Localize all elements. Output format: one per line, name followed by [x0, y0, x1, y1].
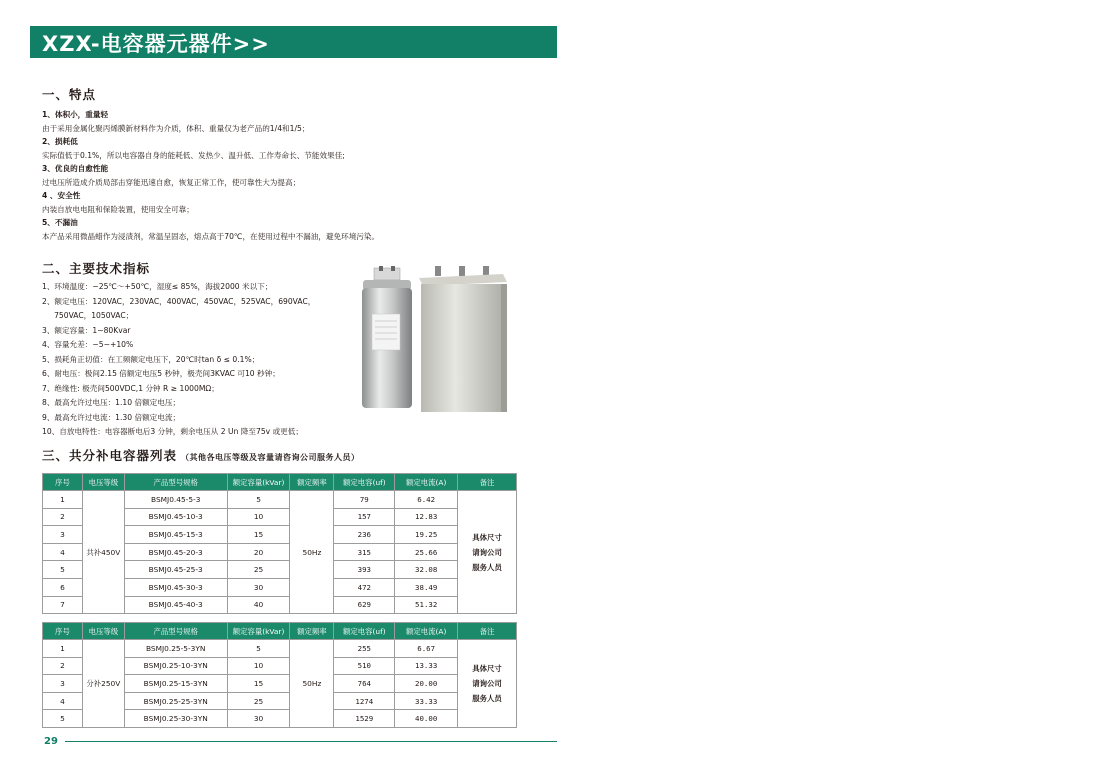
column-header: 备注 — [458, 623, 517, 640]
model-cell: BSMJ0.45-30-3 — [124, 578, 227, 596]
frequency-cell: 50Hz — [290, 491, 334, 614]
capacity-cell: 10 — [227, 657, 290, 675]
spec-line: 1、环境温度：−25℃～+50℃，湿度≤ 85%，海拔2000 米以下； — [42, 282, 273, 291]
row-number-cell: 3 — [43, 526, 83, 544]
current-cell: 32.08 — [395, 561, 458, 579]
column-header: 额定电容(uf) — [334, 474, 395, 491]
model-cell: BSMJ0.25-10-3YN — [124, 657, 227, 675]
column-header: 额定容量(kVar) — [227, 623, 290, 640]
current-cell: 6.42 — [395, 491, 458, 509]
spec-line: 9、最高允许过电流：1.30 倍额定电流； — [42, 412, 181, 422]
spec-line: 4、容量允差：−5~+10% — [42, 340, 134, 349]
note-cell — [458, 640, 517, 728]
capacity-cell: 15 — [227, 675, 290, 693]
capacity-cell: 10 — [227, 508, 290, 526]
current-cell: 6.67 — [395, 640, 458, 658]
note-line: 服务人员 — [472, 562, 502, 572]
row-number-cell: 1 — [43, 640, 83, 658]
model-cell: BSMJ0.25-15-3YN — [124, 675, 227, 693]
capacitance-cell: 255 — [334, 640, 395, 658]
capacity-cell: 20 — [227, 543, 290, 561]
spec-line: 2、额定电压：120VAC，230VAC，400VAC，450VAC，525VAC，690VAC， — [42, 296, 316, 306]
row-number-cell: 5 — [43, 561, 83, 579]
column-header: 产品型号规格 — [124, 623, 227, 640]
column-header: 序号 — [43, 474, 83, 491]
voltage-cell: 共补450V — [82, 491, 124, 614]
capacitance-cell: 472 — [334, 578, 395, 596]
current-cell: 13.33 — [395, 657, 458, 675]
column-header: 额定频率 — [290, 474, 334, 491]
capacitance-cell: 764 — [334, 675, 395, 693]
row-number-cell: 2 — [43, 657, 83, 675]
column-header: 额定电流(A) — [395, 623, 458, 640]
capacitance-cell: 1529 — [334, 710, 395, 728]
row-number-cell: 5 — [43, 710, 83, 728]
row-number-cell: 6 — [43, 578, 83, 596]
model-cell: BSMJ0.45-15-3 — [124, 526, 227, 544]
column-header: 产品型号规格 — [124, 474, 227, 491]
column-header: 电压等级 — [82, 623, 124, 640]
capacity-cell: 15 — [227, 526, 290, 544]
capacity-cell: 40 — [227, 596, 290, 614]
page-title: XZX-电容器元器件>> — [42, 32, 270, 56]
note-line: 具体尺寸 — [472, 532, 502, 542]
spec-line: 750VAC，1050VAC； — [42, 311, 134, 320]
feature-line: 本产品采用微晶蜡作为浸渍剂，常温呈固态，熔点高于70℃，在使用过程中不漏油，避免环境污染。 — [42, 231, 380, 241]
current-cell: 40.00 — [395, 710, 458, 728]
feature-line: 内装自放电电阻和保险装置，使用安全可靠； — [42, 204, 194, 214]
row-number-cell: 7 — [43, 596, 83, 614]
capacity-cell: 30 — [227, 710, 290, 728]
model-cell: BSMJ0.25-5-3YN — [124, 640, 227, 658]
table-title — [42, 446, 360, 464]
feature-line: 2、损耗低 — [42, 137, 78, 146]
capacitance-cell: 510 — [334, 657, 395, 675]
current-cell: 51.32 — [395, 596, 458, 614]
feature-line: 1、体积小，重量轻 — [42, 110, 109, 119]
table-title-note: （其他各电压等级及容量请咨询公司服务人员） — [181, 453, 360, 462]
note-line: 具体尺寸 — [472, 663, 502, 673]
box-capacitor-photo — [415, 264, 510, 414]
capacitance-cell: 315 — [334, 543, 395, 561]
row-number-cell: 1 — [43, 491, 83, 509]
model-cell: BSMJ0.45-5-3 — [124, 491, 227, 509]
column-header: 电压等级 — [82, 474, 124, 491]
row-number-cell: 2 — [43, 508, 83, 526]
note-line: 请询公司 — [472, 678, 502, 688]
spec-line: 6、耐电压：极间2.15 倍额定电压5 秒钟，极壳间3KVAC 可10 秒钟； — [42, 369, 280, 378]
feature-line: 4 、安全性 — [42, 191, 81, 200]
model-cell: BSMJ0.45-10-3 — [124, 508, 227, 526]
specs-title: 二、主要技术指标 — [42, 261, 151, 276]
capacity-cell: 30 — [227, 578, 290, 596]
capacitor-table-250v — [42, 622, 517, 728]
frequency-cell: 50Hz — [290, 640, 334, 728]
feature-line: 由于采用金属化聚丙烯膜新材料作为介质，体积、重量仅为老产品的1/4和1/5； — [42, 123, 310, 133]
column-header: 额定频率 — [290, 623, 334, 640]
table-title-text: 三、共分补电容器列表 — [42, 448, 178, 463]
capacity-cell: 5 — [227, 640, 290, 658]
column-header: 备注 — [458, 474, 517, 491]
features-title: 一、特点 — [42, 87, 97, 102]
table-row — [43, 491, 517, 509]
spec-line: 7、绝缘性: 极壳间500VDC,1 分钟 R ≥ 1000MΩ； — [42, 383, 219, 393]
cylindrical-capacitor-photo — [360, 266, 414, 414]
capacitance-cell: 157 — [334, 508, 395, 526]
spec-line: 5、损耗角正切值：在工频额定电压下，20℃时tan δ ≤ 0.1%； — [42, 354, 260, 364]
capacitance-cell: 1274 — [334, 692, 395, 710]
spec-line: 3、额定容量：1~80Kvar — [42, 325, 131, 335]
row-number-cell: 4 — [43, 692, 83, 710]
spec-line: 8、最高允许过电压：1.10 倍额定电压； — [42, 398, 181, 407]
feature-line: 过电压所造成介质局部击穿能迅速自愈，恢复正常工作，使可靠性大为提高； — [42, 177, 301, 187]
model-cell: BSMJ0.25-30-3YN — [124, 710, 227, 728]
capacitor-table-450v — [42, 473, 517, 614]
feature-line: 实际值低于0.1%，所以电容器自身的能耗低、发热少、温升低、工作寿命长、节能效果佳; — [42, 150, 345, 160]
current-cell: 33.33 — [395, 692, 458, 710]
row-number-cell: 4 — [43, 543, 83, 561]
capacity-cell: 25 — [227, 692, 290, 710]
model-cell: BSMJ0.25-25-3YN — [124, 692, 227, 710]
current-cell: 12.83 — [395, 508, 458, 526]
feature-line: 5、不漏油 — [42, 218, 78, 227]
current-cell: 20.00 — [395, 675, 458, 693]
model-cell: BSMJ0.45-40-3 — [124, 596, 227, 614]
capacitance-cell: 236 — [334, 526, 395, 544]
header-banner — [30, 26, 557, 58]
model-cell: BSMJ0.45-20-3 — [124, 543, 227, 561]
capacity-cell: 25 — [227, 561, 290, 579]
page-number: 29 — [44, 736, 58, 747]
column-header: 额定容量(kVar) — [227, 474, 290, 491]
row-number-cell: 3 — [43, 675, 83, 693]
current-cell: 19.25 — [395, 526, 458, 544]
capacitance-cell: 629 — [334, 596, 395, 614]
column-header: 额定电流(A) — [395, 474, 458, 491]
current-cell: 38.49 — [395, 578, 458, 596]
table-row — [43, 640, 517, 658]
note-line: 请询公司 — [472, 547, 502, 557]
capacity-cell: 5 — [227, 491, 290, 509]
current-cell: 25.66 — [395, 543, 458, 561]
column-header: 序号 — [43, 623, 83, 640]
spec-line: 10、自放电特性：电容器断电后3 分钟，剩余电压从 2 Un 降至75v 或更低； — [42, 427, 303, 436]
capacitance-cell: 79 — [334, 491, 395, 509]
capacitance-cell: 393 — [334, 561, 395, 579]
model-cell: BSMJ0.45-25-3 — [124, 561, 227, 579]
column-header: 额定电容(uf) — [334, 623, 395, 640]
note-line: 服务人员 — [472, 693, 502, 703]
footer-rule — [65, 741, 557, 742]
note-cell — [458, 491, 517, 614]
feature-line: 3、优良的自愈性能 — [42, 164, 109, 173]
voltage-cell: 分补250V — [82, 640, 124, 728]
